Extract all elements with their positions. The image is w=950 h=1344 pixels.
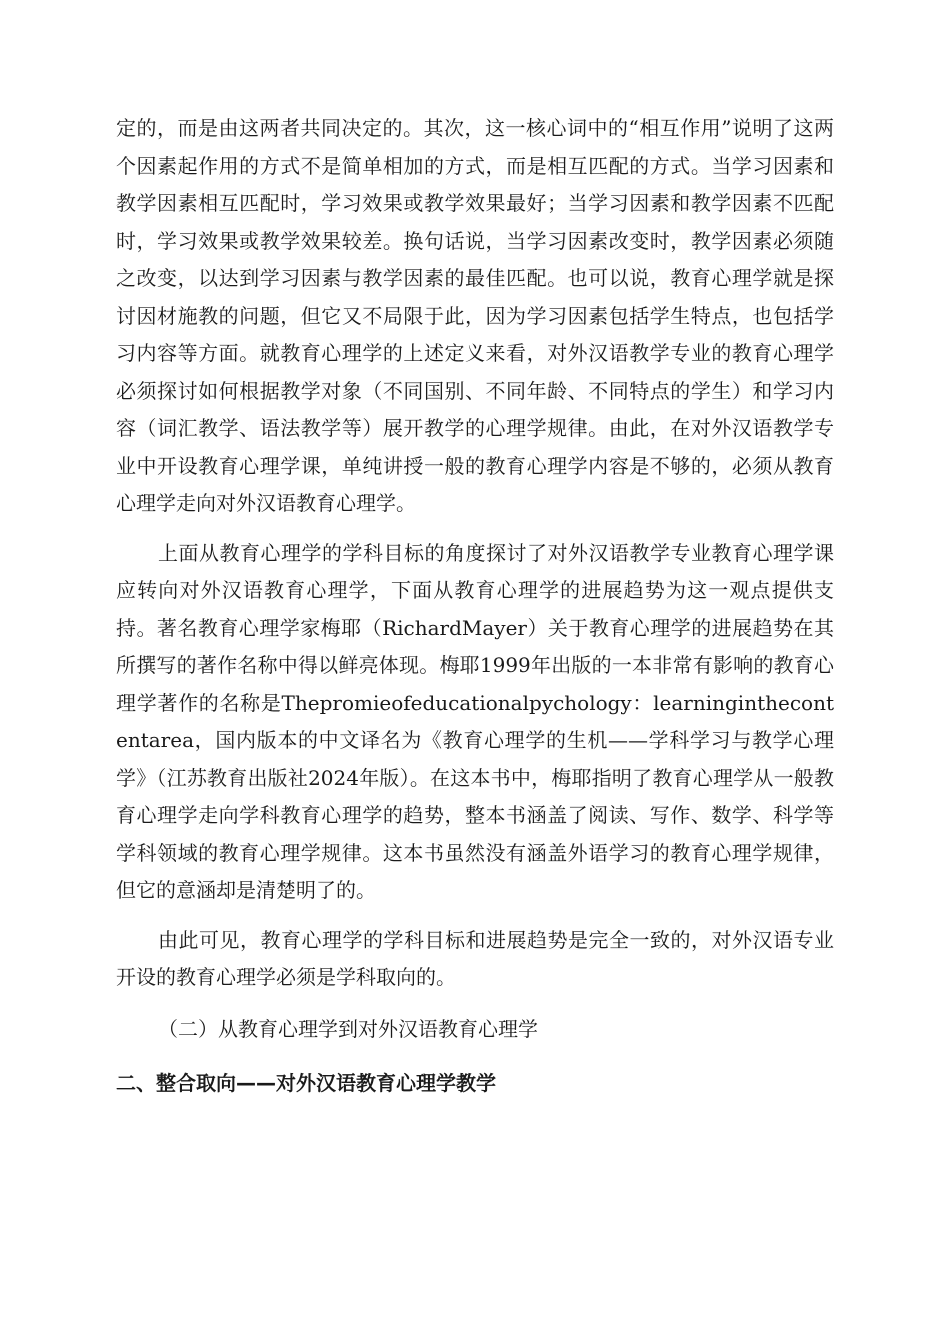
- paragraph-1: 定的，而是由这两者共同决定的。其次，这一核心词中的“相互作用”说明了这两个因素起作用的方式不是简单相加的方式，而是相互匹配的方式。当学习因素和教学因素相互匹配时，学习效果或教学效果最好；当学习因素和教学因素不匹配时，学习效果或教学效果较差。换句话说，当学习因素改变时，教学因素必须随之改变，以达到学习因素与教学因素的最佳匹配。也可以说，教育心理学就是探讨因材施教的问题，但它又不局限于此，因为学习因素包括学生特点，也包括学习内容等方面。就教育心理学的上述定义来看，对外汉语教学专业的教育心理学必须探讨如何根据教学对象（不同国别、不同年龄、不同特点的学生）和学习内容（词汇教学、语法教学等）展开教学的心理学规律。由此，在对外汉语教学专业中开设教育心理学课，单纯讲授一般的教育心理学内容是不够的，必须从教育心理学走向对外汉语教育心理学。: [116, 116, 834, 515]
- section-heading: 二、整合取向——对外汉语教育心理学教学: [116, 1071, 496, 1095]
- paragraph-2: 上面从教育心理学的学科目标的角度探讨了对外汉语教学专业教育心理学课应转向对外汉语教育心理学，下面从教育心理学的进展趋势为这一观点提供支持。著名教育心理学家梅耶（RichardMayer）关于教育心理学的进展趋势在其所撰写的著作名称中得以鲜亮体现。梅耶1999年出版的一本非常有影响的教育心理学著作的名称是Thepromieofeducationalpychology：learninginthecontentarea，国内版本的中文译名为《教育心理学的生机——学科学习与教学心理学》（江苏教育出版社2024年版）。在这本书中，梅耶指明了教育心理学从一般教育心理学走向学科教育心理学的趋势，整本书涵盖了阅读、写作、数学、科学等学科领域的教育心理学规律。这本书虽然没有涵盖外语学习的教育心理学规律，但它的意涵却是清楚明了的。: [116, 540, 834, 902]
- sub-heading: （二）从教育心理学到对外汉语教育心理学: [158, 1016, 538, 1041]
- document-page: [116, 110, 834, 1103]
- paragraph-3: 由此可见，教育心理学的学科目标和进展趋势是完全一致的，对外汉语专业开设的教育心理学必须是学科取向的。: [116, 927, 834, 989]
